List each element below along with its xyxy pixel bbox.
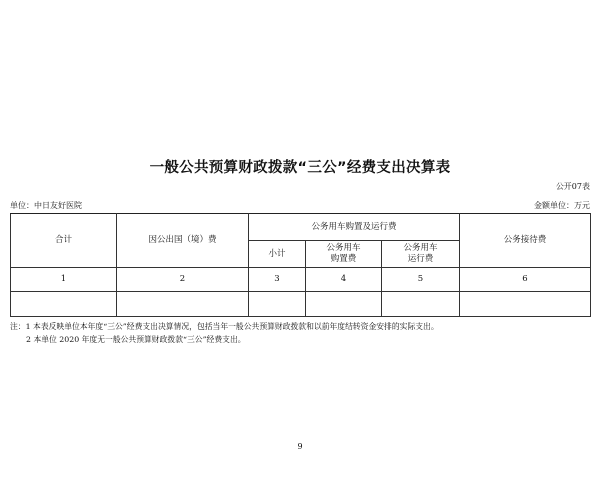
note-1: 注：1 本表反映单位本年度“三公”经费支出决算情况，包括当年一般公共预算财政拨款和以前年度结转资金安排的实际支出。 [10, 322, 439, 331]
note-2: 2 本单位 2020 年度无一般公共预算财政拨款“三公”经费支出。 [26, 335, 246, 344]
column-number: 4 [306, 268, 382, 292]
table-cell [306, 292, 382, 317]
table-cell [382, 292, 460, 317]
column-number: 1 [11, 268, 117, 292]
document-title: 一般公共预算财政拨款“三公”经费支出决算表 [149, 160, 451, 176]
column-number: 6 [460, 268, 591, 292]
column-number: 3 [249, 268, 306, 292]
data-row [11, 292, 591, 317]
table-cell [460, 292, 591, 317]
header-overseas-travel: 因公出国（境）费 [117, 214, 249, 268]
amount-unit: 金额单位：万元 [534, 201, 590, 210]
notes [10, 320, 439, 346]
column-number: 5 [382, 268, 460, 292]
header-vehicle-purchase: 公务用车 购置费 [306, 241, 382, 268]
table-cell [249, 292, 306, 317]
header-reception: 公务接待费 [460, 214, 591, 268]
column-number: 2 [117, 268, 249, 292]
column-number-row [11, 268, 591, 292]
header-subtotal: 小计 [249, 241, 306, 268]
table-number: 公开07表 [555, 182, 590, 191]
page-number: 9 [297, 442, 303, 451]
header-vehicle-group: 公务用车购置及运行费 [249, 214, 460, 241]
table-cell [11, 292, 117, 317]
expenditure-table [10, 213, 591, 317]
table-cell [117, 292, 249, 317]
reporting-unit: 单位：中日友好医院 [10, 201, 82, 210]
header-vehicle-operation: 公务用车 运行费 [382, 241, 460, 268]
header-total: 合计 [11, 214, 117, 268]
